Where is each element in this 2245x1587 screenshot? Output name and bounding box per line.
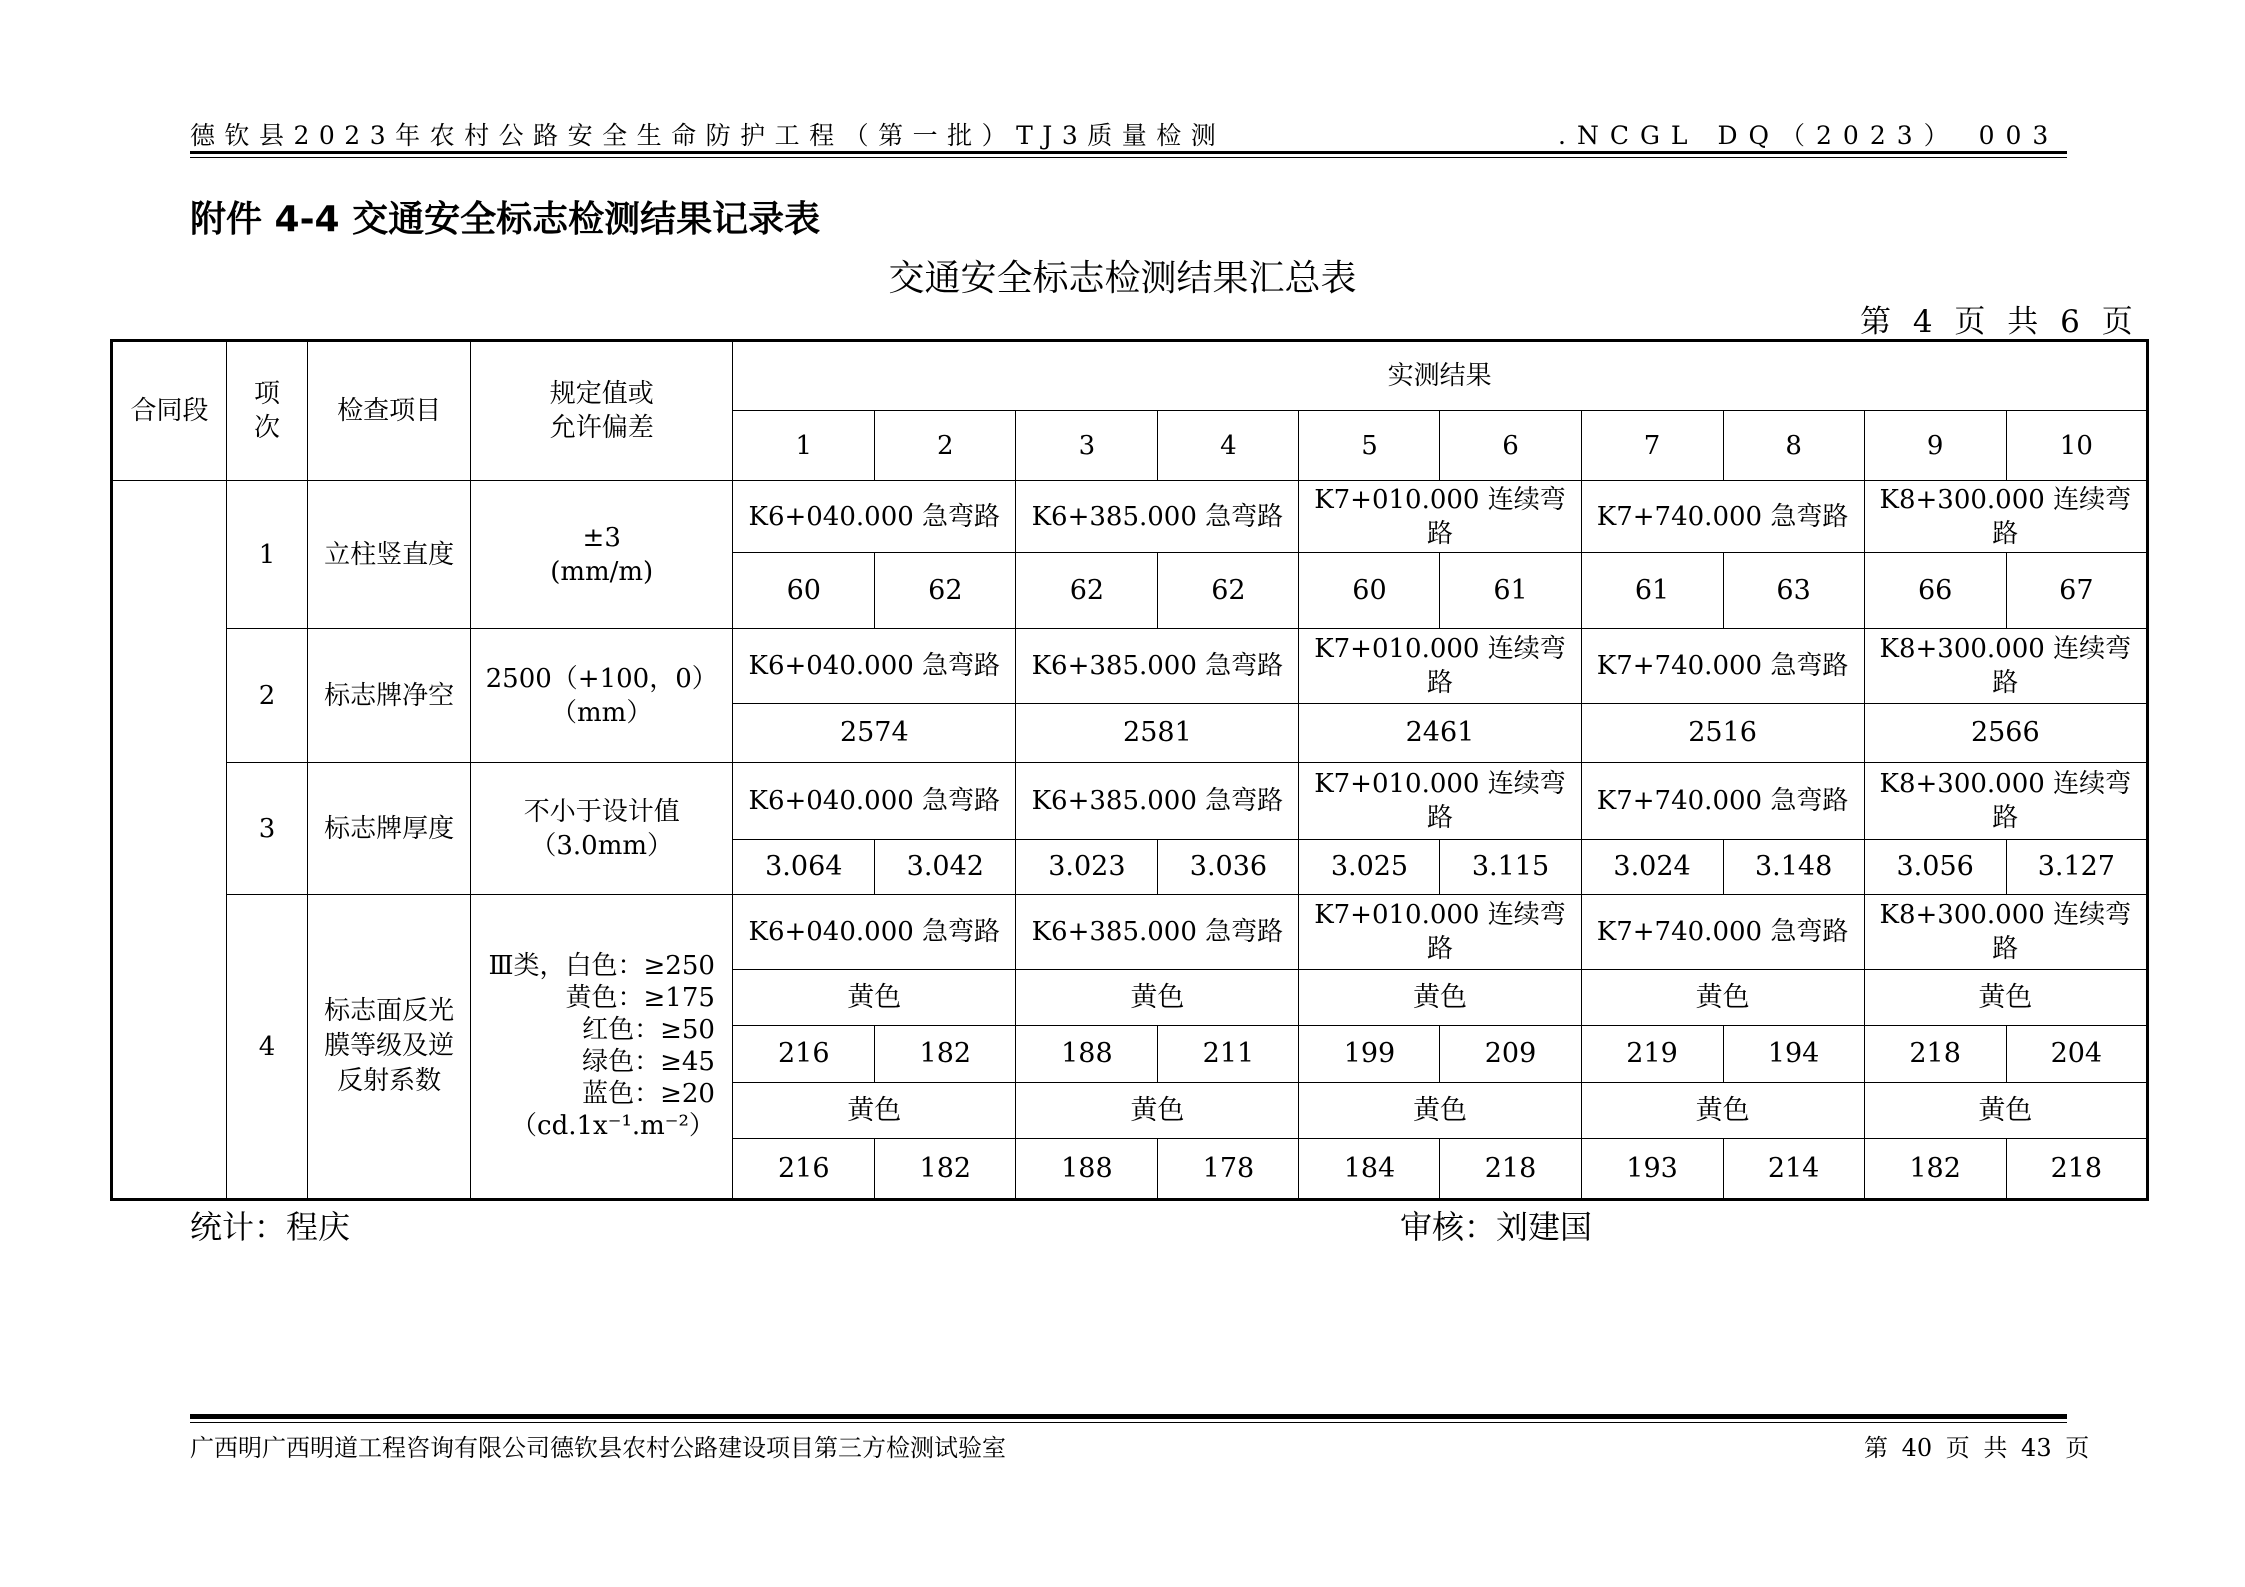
item-no: 3 bbox=[227, 763, 308, 895]
result-col-header: 1 bbox=[733, 411, 875, 481]
item-no: 4 bbox=[227, 895, 308, 1200]
result-col-header: 5 bbox=[1299, 411, 1440, 481]
location-cell: K6+040.000 急弯路 bbox=[733, 895, 1016, 970]
col-contract-header: 合同段 bbox=[112, 341, 227, 481]
location-cell: K6+385.000 急弯路 bbox=[1016, 629, 1299, 704]
value-cell: 62 bbox=[1016, 553, 1158, 629]
result-col-header: 4 bbox=[1158, 411, 1299, 481]
location-cell: K7+010.000 连续弯路 bbox=[1299, 629, 1581, 704]
spec-cell bbox=[471, 895, 733, 1200]
spec-line: (mm/m) bbox=[550, 556, 654, 587]
location-cell: K7+740.000 急弯路 bbox=[1581, 763, 1864, 840]
location-cell: K8+300.000 连续弯路 bbox=[1864, 895, 2147, 970]
value-cell: 61 bbox=[1440, 553, 1581, 629]
value-cell: 3.024 bbox=[1581, 840, 1723, 895]
result-col-header: 3 bbox=[1016, 411, 1158, 481]
location-cell: K7+740.000 急弯路 bbox=[1581, 895, 1864, 970]
value-cell: 218 bbox=[2006, 1139, 2147, 1200]
spec-line: ±3 bbox=[582, 522, 621, 553]
result-col-header: 7 bbox=[1581, 411, 1723, 481]
color-cell: 黄色 bbox=[1016, 970, 1299, 1026]
footer-company: 广西明广西明道工程咨询有限公司德钦县农村公路建设项目第三方检测试验室 bbox=[190, 1434, 1006, 1462]
location-cell: K8+300.000 连续弯路 bbox=[1864, 763, 2147, 840]
item-4-location-row bbox=[112, 895, 2148, 970]
value-cell: 3.025 bbox=[1299, 840, 1440, 895]
location-cell: K8+300.000 连续弯路 bbox=[1864, 629, 2147, 704]
value-cell: 2574 bbox=[733, 704, 1016, 763]
color-cell: 黄色 bbox=[1299, 970, 1581, 1026]
results-table bbox=[110, 339, 2149, 1201]
value-cell: 211 bbox=[1158, 1026, 1299, 1083]
col-results-header: 实测结果 bbox=[733, 341, 2148, 411]
value-cell: 178 bbox=[1158, 1139, 1299, 1200]
color-cell: 黄色 bbox=[733, 970, 1016, 1026]
stats-signature: 统计：程庆 bbox=[190, 1208, 351, 1246]
value-cell: 199 bbox=[1299, 1026, 1440, 1083]
location-cell: K7+740.000 急弯路 bbox=[1581, 629, 1864, 704]
location-cell: K8+300.000 连续弯路 bbox=[1864, 481, 2147, 553]
value-cell: 182 bbox=[875, 1139, 1016, 1200]
item-no: 2 bbox=[227, 629, 308, 763]
header-rule-thin bbox=[190, 157, 2067, 158]
value-cell: 66 bbox=[1864, 553, 2006, 629]
value-cell: 3.056 bbox=[1864, 840, 2006, 895]
spec-cell bbox=[471, 481, 733, 629]
value-cell: 2461 bbox=[1299, 704, 1581, 763]
location-cell: K6+040.000 急弯路 bbox=[733, 629, 1016, 704]
col-item-no-header: 项次 bbox=[227, 341, 308, 481]
location-cell: K6+385.000 急弯路 bbox=[1016, 481, 1299, 553]
value-cell: 3.115 bbox=[1440, 840, 1581, 895]
result-col-header: 8 bbox=[1723, 411, 1864, 481]
color-cell: 黄色 bbox=[1299, 1083, 1581, 1139]
value-cell: 204 bbox=[2006, 1026, 2147, 1083]
color-cell: 黄色 bbox=[733, 1083, 1016, 1139]
color-cell: 黄色 bbox=[1581, 970, 1864, 1026]
value-cell: 216 bbox=[733, 1026, 875, 1083]
value-cell: 214 bbox=[1723, 1139, 1864, 1200]
header-project: 德钦县2023年农村公路安全生命防护工程（第一批）TJ3质量检测 bbox=[190, 121, 1226, 150]
value-cell: 3.127 bbox=[2006, 840, 2147, 895]
header-code: .NCGL DQ（2023） 003 bbox=[1558, 121, 2060, 150]
value-cell: 67 bbox=[2006, 553, 2147, 629]
value-cell: 182 bbox=[1864, 1139, 2006, 1200]
location-cell: K6+385.000 急弯路 bbox=[1016, 895, 1299, 970]
value-cell: 3.148 bbox=[1723, 840, 1864, 895]
spec-cell bbox=[471, 763, 733, 895]
value-cell: 3.042 bbox=[875, 840, 1016, 895]
check-item-name: 标志牌厚度 bbox=[308, 763, 471, 895]
color-cell: 黄色 bbox=[1864, 970, 2147, 1026]
footer-rule-thin bbox=[190, 1422, 2067, 1423]
value-cell: 60 bbox=[1299, 553, 1440, 629]
value-cell: 218 bbox=[1864, 1026, 2006, 1083]
check-item-name: 标志牌净空 bbox=[308, 629, 471, 763]
value-cell: 194 bbox=[1723, 1026, 1864, 1083]
col-check-item-header: 检查项目 bbox=[308, 341, 471, 481]
spec-line: 不小于设计值 bbox=[523, 796, 680, 827]
footer-page-number: 第 40 页 共 43 页 bbox=[1864, 1434, 2090, 1462]
item-1-location-row bbox=[112, 481, 2148, 553]
col-spec-header: 规定值或允许偏差 bbox=[471, 341, 733, 481]
table-title: 交通安全标志检测结果汇总表 bbox=[888, 258, 1357, 299]
value-cell: 188 bbox=[1016, 1026, 1158, 1083]
spec-line: （3.0mm） bbox=[530, 830, 674, 861]
color-cell: 黄色 bbox=[1016, 1083, 1299, 1139]
spec-line: 2500（+100，0） bbox=[485, 663, 718, 694]
location-cell: K6+385.000 急弯路 bbox=[1016, 763, 1299, 840]
item-2-location-row bbox=[112, 629, 2148, 704]
value-cell: 218 bbox=[1440, 1139, 1581, 1200]
color-cell: 黄色 bbox=[1864, 1083, 2147, 1139]
value-cell: 3.023 bbox=[1016, 840, 1158, 895]
value-cell: 2581 bbox=[1016, 704, 1299, 763]
color-cell: 黄色 bbox=[1581, 1083, 1864, 1139]
value-cell: 62 bbox=[1158, 553, 1299, 629]
location-cell: K7+740.000 急弯路 bbox=[1581, 481, 1864, 553]
value-cell: 209 bbox=[1440, 1026, 1581, 1083]
location-cell: K6+040.000 急弯路 bbox=[733, 481, 1016, 553]
spec-line: Ⅲ类，白色：≥250 bbox=[488, 951, 715, 981]
spec-line: 红色：≥50 bbox=[582, 1015, 715, 1045]
review-signature: 审核：刘建国 bbox=[1400, 1208, 1593, 1246]
value-cell: 3.036 bbox=[1158, 840, 1299, 895]
spec-block bbox=[488, 950, 715, 1142]
location-cell: K6+040.000 急弯路 bbox=[733, 763, 1016, 840]
result-col-header: 2 bbox=[875, 411, 1016, 481]
item-no: 1 bbox=[227, 481, 308, 629]
spec-cell bbox=[471, 629, 733, 763]
location-cell: K7+010.000 连续弯路 bbox=[1299, 895, 1581, 970]
value-cell: 219 bbox=[1581, 1026, 1723, 1083]
header-rule-thick bbox=[190, 151, 2067, 154]
table-header-row-1 bbox=[112, 341, 2148, 411]
value-cell: 216 bbox=[733, 1139, 875, 1200]
value-cell: 182 bbox=[875, 1026, 1016, 1083]
attachment-title: 附件 4-4 交通安全标志检测结果记录表 bbox=[190, 199, 821, 240]
item-3-location-row bbox=[112, 763, 2148, 840]
value-cell: 63 bbox=[1723, 553, 1864, 629]
value-cell: 60 bbox=[733, 553, 875, 629]
value-cell: 2566 bbox=[1864, 704, 2147, 763]
footer-rule-thick bbox=[190, 1414, 2067, 1419]
spec-line: （cd.1x⁻¹.m⁻²） bbox=[511, 1111, 715, 1141]
value-cell: 61 bbox=[1581, 553, 1723, 629]
spec-line: 绿色：≥45 bbox=[582, 1047, 715, 1077]
result-col-header: 6 bbox=[1440, 411, 1581, 481]
value-cell: 3.064 bbox=[733, 840, 875, 895]
contract-cell bbox=[112, 481, 227, 1200]
value-cell: 184 bbox=[1299, 1139, 1440, 1200]
spec-line: （mm） bbox=[551, 697, 653, 728]
value-cell: 2516 bbox=[1581, 704, 1864, 763]
check-item-name: 立柱竖直度 bbox=[308, 481, 471, 629]
value-cell: 188 bbox=[1016, 1139, 1158, 1200]
location-cell: K7+010.000 连续弯路 bbox=[1299, 481, 1581, 553]
check-item-name: 标志面反光膜等级及逆反射系数 bbox=[308, 895, 471, 1200]
value-cell: 62 bbox=[875, 553, 1016, 629]
result-col-header: 9 bbox=[1864, 411, 2006, 481]
page-info: 第 4 页 共 6 页 bbox=[1860, 304, 2133, 340]
location-cell: K7+010.000 连续弯路 bbox=[1299, 763, 1581, 840]
result-col-header: 10 bbox=[2006, 411, 2147, 481]
spec-line: 黄色：≥175 bbox=[565, 983, 715, 1013]
spec-line: 蓝色：≥20 bbox=[582, 1079, 715, 1109]
value-cell: 193 bbox=[1581, 1139, 1723, 1200]
